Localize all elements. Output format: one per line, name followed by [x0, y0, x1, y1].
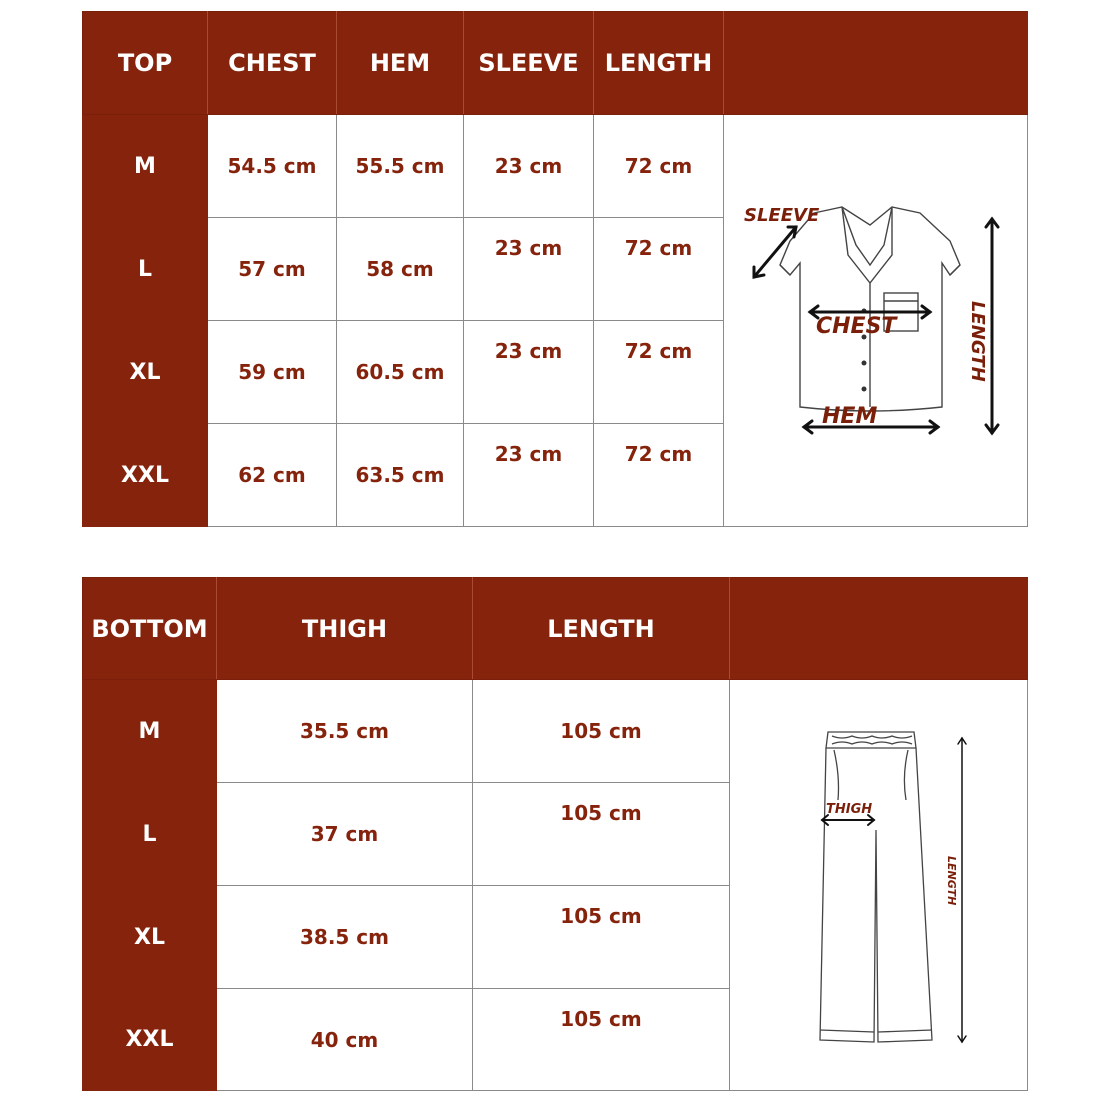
pants-diagram [730, 680, 1026, 1090]
thigh-value: 40 cm [217, 989, 473, 1091]
pants-diagram-cell [730, 680, 1028, 1091]
thigh-value: 37 cm [217, 783, 473, 886]
hem-value: 60.5 cm [337, 321, 464, 424]
size-label: XXL [83, 424, 208, 527]
length-value: 105 cm [473, 989, 730, 1091]
length-value: 105 cm [473, 680, 730, 783]
hem-value: 63.5 cm [337, 424, 464, 527]
sleeve-value: 23 cm [464, 218, 594, 321]
header-sleeve: SLEEVE [464, 12, 594, 115]
top-size-table [82, 11, 1028, 527]
shirt-diagram-cell [724, 115, 1028, 527]
chest-value: 57 cm [208, 218, 337, 321]
header-chest: CHEST [208, 12, 337, 115]
top-header-row [83, 12, 1028, 115]
length-value: 72 cm [594, 218, 724, 321]
chest-value: 62 cm [208, 424, 337, 527]
hem-label: HEM [822, 404, 878, 429]
hem-value: 58 cm [337, 218, 464, 321]
length-label: LENGTH [967, 301, 988, 382]
size-label: XXL [83, 989, 217, 1091]
size-label: L [83, 218, 208, 321]
thigh-label: THIGH [826, 802, 873, 817]
size-label: M [83, 680, 217, 783]
length-value: 72 cm [594, 321, 724, 424]
thigh-value: 38.5 cm [217, 886, 473, 989]
bottom-header-row [83, 578, 1028, 680]
header-length: LENGTH [594, 12, 724, 115]
sleeve-label: SLEEVE [744, 205, 820, 226]
table-row [83, 680, 1028, 783]
length-value: 72 cm [594, 115, 724, 218]
chest-label: CHEST [816, 314, 897, 339]
size-label: XL [83, 886, 217, 989]
shirt-diagram [724, 115, 1026, 525]
header-length: LENGTH [473, 578, 730, 680]
header-blank [730, 578, 1028, 680]
sleeve-value: 23 cm [464, 115, 594, 218]
table-row [83, 115, 1028, 218]
length-label: LENGTH [945, 856, 958, 906]
hem-value: 55.5 cm [337, 115, 464, 218]
chest-value: 54.5 cm [208, 115, 337, 218]
header-blank [724, 12, 1028, 115]
bottom-size-table [82, 577, 1028, 1091]
length-value: 105 cm [473, 886, 730, 989]
size-label: M [83, 115, 208, 218]
sleeve-value: 23 cm [464, 424, 594, 527]
size-label: XL [83, 321, 208, 424]
header-hem: HEM [337, 12, 464, 115]
header-thigh: THIGH [217, 578, 473, 680]
length-value: 72 cm [594, 424, 724, 527]
chest-value: 59 cm [208, 321, 337, 424]
thigh-value: 35.5 cm [217, 680, 473, 783]
header-bottom: BOTTOM [83, 578, 217, 680]
size-label: L [83, 783, 217, 886]
sleeve-value: 23 cm [464, 321, 594, 424]
length-value: 105 cm [473, 783, 730, 886]
header-top: TOP [83, 12, 208, 115]
